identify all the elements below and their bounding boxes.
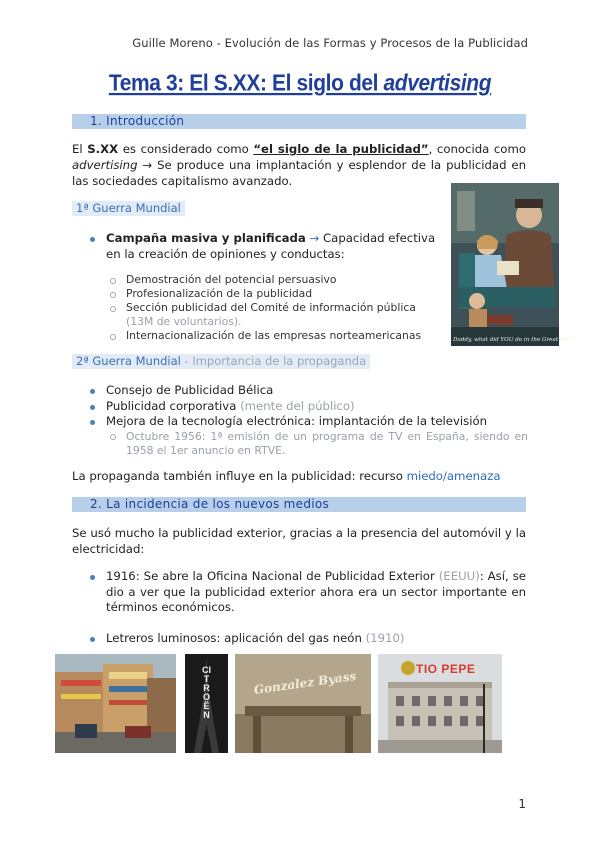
ww2-sublist [106, 430, 528, 458]
propaganda-paragraph: La propaganda también influye en la publicidad: recurso miedo/amenaza [72, 469, 501, 483]
ww1-poster-image [451, 183, 575, 346]
photo-tio-pepe [378, 654, 502, 753]
citroen-sign: CITROËN [202, 665, 211, 720]
intro-paragraph: El S.XX es considerado como “el siglo de la publicidad”, conocida como advertising → Se produce una implantación y esplendor de la publicidad en las sociedades capitalismo avanzado. [72, 142, 526, 188]
media-list [88, 569, 526, 646]
subheading-ww2: 2ª Guerra Mundial - Importancia de la propaganda [72, 354, 370, 369]
list-item: Sección publicidad del Comité de información pública (13M de voluntarios). [106, 301, 440, 329]
section-heading-intro [72, 114, 526, 129]
list-item: Consejo de Publicidad Bélica [88, 383, 528, 399]
list-item: Profesionalización de la publicidad [106, 287, 440, 301]
tio-pepe-sign: TIO PEPE [416, 662, 476, 676]
section-title: 2. La incidencia de los nuevos medios [90, 497, 330, 511]
list-item: Publicidad corporativa (mente del público) [88, 399, 528, 415]
gonzalez-byass-sign: Gonzalez Byass [252, 668, 358, 698]
list-item: Demostración del potencial persuasivo [106, 273, 440, 287]
photo-city-street [55, 654, 176, 753]
subheading-ww1: 1ª Guerra Mundial [72, 201, 185, 216]
list-item: Campaña masiva y planificada → Capacidad efectiva en la creación de opiniones y conductas: Demostración del potencial persuasivo Profesionalización de la publicidad Sección publicidad del Comité de información pública (13M de voluntarios). Internacionalización de las empresas norteamericanas [88, 231, 440, 343]
section-title: 1. Introducción [90, 114, 185, 128]
ww1-sublist [106, 273, 440, 343]
list-item: Letreros luminosos: aplicación del gas neón (1910) [88, 631, 526, 647]
list-item: 1916: Se abre la Oficina Nacional de Publicidad Exterior (EEUU): Así, se dio a ver que la publicidad exterior ahora era un sector importante en términos económicos. [88, 569, 526, 616]
list-item: Mejora de la tecnología electrónica: implantación de la televisión Octubre 1956: 1ª emisión de un programa de TV en España, siendo en 1958 el 1er anuncio en RTVE. [88, 414, 528, 458]
poster-caption: Daddy, what did YOU do in the Great War? [453, 337, 575, 343]
media-paragraph: Se usó mucho la publicidad exterior, gracias a la presencia del automóvil y la electricidad: [72, 526, 526, 556]
page-title: Tema 3: El S.XX: El siglo del advertising [108, 70, 492, 97]
section-heading-new-media [72, 497, 526, 512]
page-number: 1 [518, 797, 526, 811]
ww1-list [88, 231, 440, 343]
list-item: Octubre 1956: 1ª emisión de un programa de TV en España, siendo en 1958 el 1er anuncio en RTVE. [106, 430, 528, 458]
ww2-list [88, 383, 528, 458]
photo-eiffel-tower [185, 654, 228, 753]
page-header: Guille Moreno - Evolución de las Formas y Procesos de la Publicidad [132, 36, 528, 50]
list-item: Internacionalización de las empresas norteamericanas [106, 329, 440, 343]
photo-gonzalez-byass [235, 654, 371, 753]
